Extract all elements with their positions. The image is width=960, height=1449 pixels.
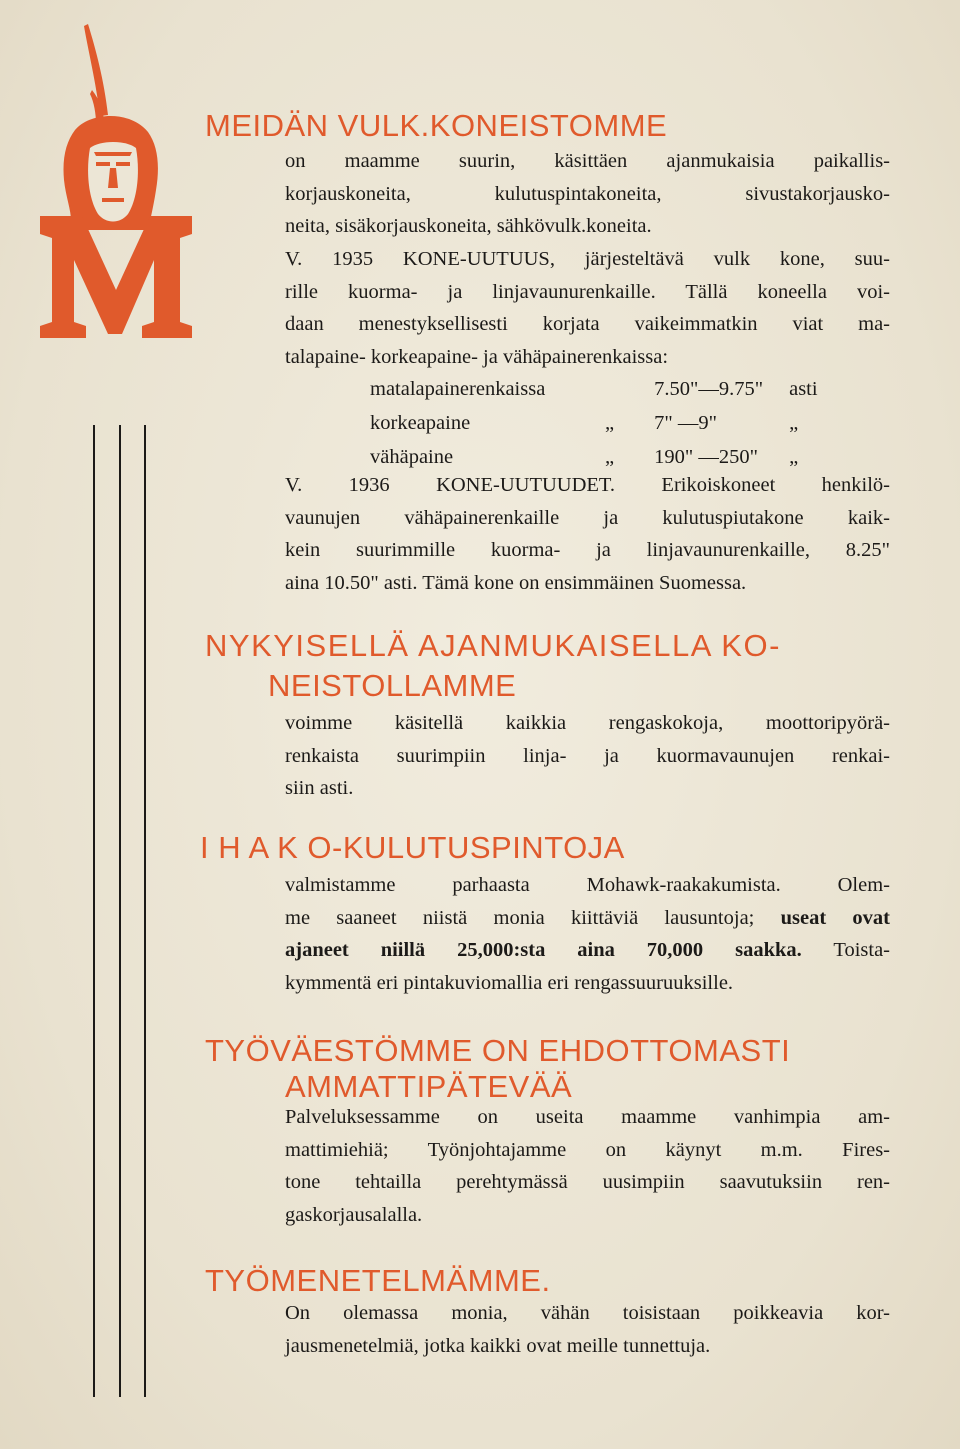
- text-line: kymmentä eri pintakuviomallia eri rengassuuruuksille.: [285, 971, 734, 994]
- heading-nykyisella-line1: NYKYISELLÄ AJANMUKAISELLA KO-: [205, 628, 781, 663]
- text-line: renkaista suurimpiin linja- ja kuormavaunujen renkai-: [285, 744, 890, 767]
- vertical-rule-middle: [119, 425, 121, 1397]
- paragraph-tyovaestomme: [285, 1101, 890, 1231]
- heading-tyovaestomme-line2: AMMATTIPÄTEVÄÄ: [285, 1069, 573, 1104]
- text-line: aina 10.50" asti. Tämä kone on ensimmäinen Suomessa.: [285, 571, 747, 594]
- text-line: valmistamme parhaasta Mohawk-raakakumista. Olem-: [285, 874, 890, 896]
- text-line: jausmenetelmiä, jotka kaikki ovat meille tunnettuja.: [285, 1334, 711, 1357]
- text-line: tone tehtailla perehtymässä uusimpiin saavutuksiin ren-: [285, 1171, 890, 1193]
- text-line: talapaine- korkeapaine- ja vähäpainerenkaissa:: [285, 345, 669, 368]
- mohawk-head-m-logo: [30, 20, 200, 340]
- text-fragment-bold: useat ovat: [780, 906, 890, 929]
- paragraph-1936: [285, 469, 890, 599]
- text-line: on maamme suurin, käsittäen ajanmukaisia paikallis-: [285, 150, 890, 172]
- spec-row: [370, 406, 818, 440]
- text-line: gaskorjausalalla.: [285, 1203, 423, 1226]
- heading-tyovaestomme-line1: TYÖVÄESTÖMME ON EHDOTTOMASTI: [205, 1033, 791, 1068]
- spec-type: vähäpaine: [370, 445, 454, 468]
- paragraph-koneistollamme: [285, 707, 890, 805]
- spec-ditto: „: [605, 445, 615, 468]
- text-line: Palveluksessamme on useita maamme vanhimpia am-: [285, 1106, 890, 1128]
- spec-type: matalapainerenkaissa: [370, 377, 546, 400]
- vertical-rule-left: [93, 425, 95, 1397]
- spec-ditto: [605, 372, 654, 406]
- heading-tyomenetelmamme: TYÖMENETELMÄMME.: [205, 1263, 551, 1298]
- spec-ditto: „: [605, 411, 615, 434]
- text-line: V. 1935 KONE-UUTUUS, järjesteltävä vulk kone, suu-: [285, 248, 890, 270]
- spec-unit: „: [789, 411, 799, 434]
- text-line: voimme käsitellä kaikkia rengaskokoja, moottoripyörä-: [285, 712, 890, 734]
- spec-table: [370, 372, 818, 474]
- text-line: daan menestyksellisesti korjata vaikeimmatkin viat ma-: [285, 313, 890, 335]
- text-fragment: Toista-: [833, 939, 890, 961]
- text-line: vaunujen vähäpainerenkaille ja kulutuspiutakone kaik-: [285, 506, 890, 529]
- vertical-rule-right: [144, 425, 146, 1397]
- text-line: neita, sisäkorjauskoneita, sähkövulk.koneita.: [285, 215, 652, 237]
- text-line: [285, 934, 890, 967]
- paragraph-intro: [285, 145, 890, 243]
- heading-ihako: I H A K O-KULUTUSPINTOJA: [200, 830, 625, 865]
- text-line: V. 1936 KONE-UUTUUDET. Erikoiskoneet henkilö-: [285, 474, 890, 496]
- heading-nykyisella-line2: NEISTOLLAMME: [268, 668, 517, 703]
- text-line: mattimiehiä; Työnjohtajamme on käynyt m.m. Fires-: [285, 1138, 890, 1161]
- text-line: korjauskoneita, kulutuspintakoneita, sivustakorjausko-: [285, 182, 890, 205]
- spec-unit: „: [789, 445, 799, 468]
- paragraph-ihako: [285, 869, 890, 999]
- spec-range: 7" —9": [654, 411, 717, 434]
- spec-range: 190" —250": [654, 445, 758, 468]
- paragraph-tyomenetelmamme: [285, 1297, 890, 1362]
- text-line: rille kuorma- ja linjavaunurenkaille. Tällä koneella voi-: [285, 280, 890, 303]
- paragraph-1935: [285, 243, 890, 373]
- spec-row: [370, 372, 818, 406]
- text-fragment: me saaneet niistä monia kiittäviä lausuntoja;: [285, 906, 755, 929]
- text-line: On olemassa monia, vähän toisistaan poikkeavia kor-: [285, 1302, 890, 1324]
- text-line: kein suurimmille kuorma- ja linjavaunurenkaille, 8.25": [285, 539, 890, 561]
- text-fragment-bold: ajaneet niillä 25,000:sta aina 70,000 saakka.: [285, 939, 802, 961]
- spec-type: korkeapaine: [370, 411, 471, 434]
- text-line: [285, 902, 890, 935]
- spec-unit: asti: [789, 377, 818, 400]
- text-line: siin asti.: [285, 777, 354, 799]
- spec-range: 7.50"—9.75": [654, 377, 764, 400]
- heading-vulk-koneistomme: MEIDÄN VULK.KONEISTOMME: [205, 108, 668, 143]
